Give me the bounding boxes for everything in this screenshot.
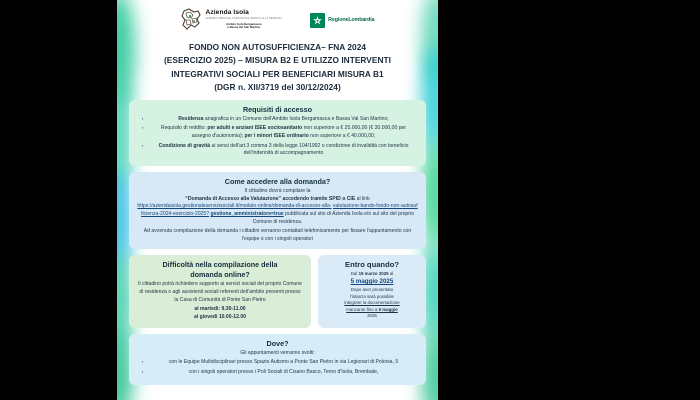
- difficolta-card: [129, 255, 311, 327]
- entro-quando-note-4: mancante fino a 9 maggio: [346, 306, 398, 312]
- come-accedere-line-1: Il cittadino dovrà compilare la: [244, 187, 311, 194]
- entro-quando-note-2: l'istanza sarà possibile: [350, 293, 394, 299]
- list-item: ▪ Condizione di gravità ai sensi dell'art.3 comma 3 della legge 104/1992 o condizione di invalidità con beneficio dell'indennità di accompagnamento: [151, 143, 416, 158]
- entro-quando-note: [326, 287, 418, 320]
- lombardy-rose-icon: [310, 13, 325, 28]
- entro-quando-note-year: 2025: [367, 313, 377, 319]
- dove-card: [129, 334, 426, 385]
- requisiti-heading: Requisiti di accesso: [242, 104, 313, 114]
- page-title-line-2: (ESERCIZIO 2025) – MISURA B2 E UTILIZZO INTERVENTI: [163, 55, 391, 66]
- come-accedere-url[interactable]: [137, 203, 418, 226]
- page-title-line-1: FONDO NON AUTOSUFFICIENZA– FNA 2024: [188, 42, 367, 52]
- difficolta-orario-giovedi: al giovedì 10.00-12.00: [193, 314, 247, 320]
- come-accedere-closing: Ad avvenuta compilazione della domanda i cittadini verranno contattati telefonicamente per fissare l'appuntamento con l'equipe o con i singoli operatori: [143, 228, 412, 242]
- difficolta-heading-1: Difficoltà nella compilazione della: [162, 260, 278, 270]
- azienda-logo-tagline: AZIENDA SPECIALE CONSORTILE SERVIZI ALLA PERSONA: [205, 17, 283, 20]
- list-item: ▪ con i singoli operatori presso i Poli Sociali di Cisano Basco, Terno d'Isola, Brembate,: [151, 369, 416, 377]
- list-item: ▪ Requisito di reddito: per adulti e anziani ISEE sociosanitario non superiore a € 25.000,00 (€ 30.000,00 per assegno d'autonomia); per i minori ISEE ordinario non superiore a € 40.000,00;: [151, 125, 416, 140]
- page-title-line-4: (DGR n. XII/3719 del 30/12/2024): [214, 82, 341, 93]
- domanda-url-line-2[interactable]: valutazione-bando-fondo-non-autosufficienza-2024-esercizio-2025?: [141, 203, 418, 217]
- difficolta-heading-2: domanda online?: [190, 270, 250, 280]
- regione-lombardia-logo: [310, 13, 374, 28]
- azienda-logo-subtitle-2: e Bassa Val San Martino: [227, 25, 261, 30]
- difficolta-body: Il cittadino potrà richiedere supporto ai servizi sociali del proprio Comune di residenza o agli assistenti sociali referenti dell'ambito presenti presso la Casa di Comunità di Ponte San Pietro: [138, 281, 302, 303]
- difficolta-orario-martedi: al martedì: 9.30-11.00: [194, 306, 246, 313]
- entro-quando-heading: Entro quando?: [345, 260, 399, 270]
- dove-intro: Gli appuntamenti verranno svolti:: [240, 349, 315, 356]
- come-accedere-heading: Come accedere alla domanda?: [224, 176, 331, 186]
- azienda-logo-subtitle-1: Ambito Isola Bergamasca: [226, 21, 262, 26]
- list-item: ▪ con le Equipe Multidisciplinari presso Spazio Autismo a Ponte San Pietro in via Legionari di Polonia, 5: [151, 359, 416, 367]
- two-column-row: [129, 255, 426, 327]
- dove-heading: Dove?: [266, 338, 289, 348]
- page-title: [129, 41, 426, 95]
- regione-logo-label: RegioneLombardia: [328, 17, 375, 23]
- azienda-isola-map-icon: [180, 8, 202, 32]
- list-item: ▪ Residenza anagrafica in un Comune dell'Ambito Isola Bergamasca e Bassa Val San Martino;: [151, 116, 416, 124]
- come-accedere-after-url: pubblicata sul sito di Azienda Isola e/o sul sito del proprio Comune di residenza.: [252, 210, 414, 225]
- domanda-url-line-3[interactable]: gestione_amministratore=true: [210, 210, 284, 217]
- page-title-line-3: INTEGRATIVI SOCIALI PER BENEFICIARI MISURA B1: [171, 68, 384, 79]
- come-accedere-line-2: “Domanda di Accesso alla Valutazione” accedendo tramite SPID o CIE al link: [185, 195, 370, 202]
- come-accedere-card: [129, 172, 426, 249]
- entro-quando-note-3: integrare la documentazione: [344, 300, 400, 306]
- entro-quando-date-to: 5 maggio 2025: [350, 278, 394, 286]
- entro-quando-range: Dal 19 marzo 2025 al: [350, 271, 394, 277]
- entro-quando-note-1: Dopo aver presentato: [350, 287, 394, 293]
- azienda-isola-logo: [180, 8, 282, 32]
- azienda-logo-title: Azienda Isola: [205, 8, 249, 16]
- logo-row: [129, 0, 426, 35]
- domanda-url-line-1[interactable]: https://aziendaisola.gestionaleservizisociali.it/modulo-online/domanda-di-accesso-alla-: [137, 203, 332, 210]
- entro-quando-card: [318, 255, 426, 327]
- come-accedere-body: [137, 188, 418, 243]
- requisiti-card: [129, 100, 426, 166]
- dove-list: [137, 359, 418, 376]
- poster-page: [117, 0, 438, 400]
- requisiti-list: [137, 116, 418, 158]
